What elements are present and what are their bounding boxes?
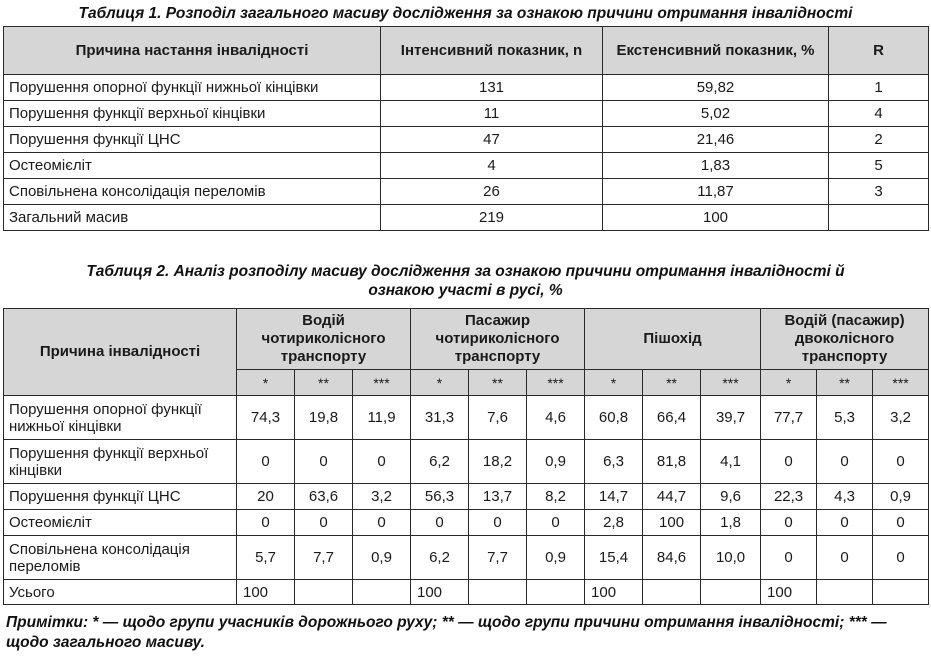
table2-group-header: Пішохід	[585, 309, 761, 370]
cell: 19,8	[295, 396, 353, 440]
cell: 0	[469, 510, 527, 536]
cell	[817, 580, 873, 605]
row-label: Сповільнена консолідація переломів	[4, 179, 381, 205]
cell: 11,87	[603, 179, 829, 205]
subheader: *	[761, 370, 817, 396]
subheader: **	[817, 370, 873, 396]
cell: 3	[829, 179, 929, 205]
cell: 0	[237, 510, 295, 536]
table-row	[4, 396, 929, 440]
cell: 77,7	[761, 396, 817, 440]
cell: 0,9	[353, 536, 411, 580]
cell: 47	[381, 127, 603, 153]
table2-group-header: Пасажир чотириколісного транспорту	[411, 309, 585, 370]
subheader: ***	[701, 370, 761, 396]
cell: 0	[817, 510, 873, 536]
cell: 6,2	[411, 440, 469, 484]
table2-caption: Таблиця 2. Аналіз розподілу масиву дослідження за ознакою причини отримання інвалідності й ознакою участі в русі, %	[86, 263, 845, 299]
subheader: **	[643, 370, 701, 396]
cell: 0	[527, 510, 585, 536]
row-label: Сповільнена консолідація переломів	[4, 536, 237, 580]
table-row	[4, 205, 929, 231]
cell: 6,2	[411, 536, 469, 580]
cell: 21,46	[603, 127, 829, 153]
cell: 11,9	[353, 396, 411, 440]
table1-header-row	[4, 27, 929, 75]
cell: 219	[381, 205, 603, 231]
cell: 26	[381, 179, 603, 205]
cell: 1,83	[603, 153, 829, 179]
cell: 2	[829, 127, 929, 153]
subheader: **	[469, 370, 527, 396]
table-row	[4, 484, 929, 510]
cell: 0,9	[527, 440, 585, 484]
cell: 5,7	[237, 536, 295, 580]
cell: 20	[237, 484, 295, 510]
cell: 3,2	[353, 484, 411, 510]
cell: 0	[873, 536, 929, 580]
table-row	[4, 75, 929, 101]
cell: 15,4	[585, 536, 643, 580]
table-notes: Примітки: * — щодо групи учасників дорожнього руху; ** — щодо групи причини отримання інвалідності; *** — щодо загального масиву.	[6, 614, 887, 651]
cell: 18,2	[469, 440, 527, 484]
row-label: Порушення функції ЦНС	[4, 127, 381, 153]
cell: 5,3	[817, 396, 873, 440]
cell: 0	[761, 510, 817, 536]
cell: 1	[829, 75, 929, 101]
subheader: ***	[353, 370, 411, 396]
cell: 0,9	[527, 536, 585, 580]
row-label: Загальний масив	[4, 205, 381, 231]
cell: 4	[829, 101, 929, 127]
cell: 100	[237, 580, 295, 605]
cell	[469, 580, 527, 605]
cell: 0	[237, 440, 295, 484]
cell: 13,7	[469, 484, 527, 510]
table1-header-rank: R	[829, 27, 929, 75]
cell: 10,0	[701, 536, 761, 580]
cell: 3,2	[873, 396, 929, 440]
cell: 0	[353, 510, 411, 536]
cell: 4,3	[817, 484, 873, 510]
cell: 5,02	[603, 101, 829, 127]
cell: 100	[411, 580, 469, 605]
table2-group-header: Водій чотириколісного транспорту	[237, 309, 411, 370]
table2-group-header-row	[4, 309, 929, 370]
cell: 11	[381, 101, 603, 127]
cell	[295, 580, 353, 605]
subheader: *	[237, 370, 295, 396]
subheader: ***	[527, 370, 585, 396]
cell: 7,6	[469, 396, 527, 440]
cell: 39,7	[701, 396, 761, 440]
cell: 2,8	[585, 510, 643, 536]
subheader: ***	[873, 370, 929, 396]
table1-header-intensive: Інтенсивний показник, n	[381, 27, 603, 75]
cell: 74,3	[237, 396, 295, 440]
cell: 84,6	[643, 536, 701, 580]
cell: 14,7	[585, 484, 643, 510]
cell: 4,6	[527, 396, 585, 440]
table-row	[4, 536, 929, 580]
cell	[643, 580, 701, 605]
row-label: Усього	[4, 580, 237, 605]
table2-group-header: Водій (пасажир) двоколісного транспорту	[761, 309, 929, 370]
cell: 60,8	[585, 396, 643, 440]
cell: 0	[295, 440, 353, 484]
cell: 4	[381, 153, 603, 179]
cell	[873, 580, 929, 605]
row-label: Порушення функції ЦНС	[4, 484, 237, 510]
table-row	[4, 580, 929, 605]
table2-header-cause: Причина інвалідності	[4, 309, 237, 396]
cell: 63,6	[295, 484, 353, 510]
cell: 66,4	[643, 396, 701, 440]
cell: 0	[761, 440, 817, 484]
cell: 56,3	[411, 484, 469, 510]
cell	[701, 580, 761, 605]
table1-header-extensive: Екстенсивний показник, %	[603, 27, 829, 75]
table-row	[4, 153, 929, 179]
row-label: Порушення функції верхньої кінцівки	[4, 101, 381, 127]
cell	[353, 580, 411, 605]
cell	[829, 205, 929, 231]
cell: 7,7	[469, 536, 527, 580]
cell: 0	[353, 440, 411, 484]
cell: 100	[585, 580, 643, 605]
row-label: Порушення функції верхньої кінцівки	[4, 440, 237, 484]
cell: 0	[411, 510, 469, 536]
table1	[3, 26, 929, 231]
cell: 100	[761, 580, 817, 605]
cell: 100	[603, 205, 829, 231]
cell: 131	[381, 75, 603, 101]
cell: 0	[873, 440, 929, 484]
cell: 9,6	[701, 484, 761, 510]
table-row	[4, 510, 929, 536]
row-label: Остеомієліт	[4, 153, 381, 179]
cell	[527, 580, 585, 605]
cell: 0	[817, 536, 873, 580]
table-row	[4, 440, 929, 484]
cell: 1,8	[701, 510, 761, 536]
table1-caption: Таблиця 1. Розподіл загального масиву дослідження за ознакою причини отримання інвалідності	[78, 5, 853, 22]
cell: 22,3	[761, 484, 817, 510]
cell: 6,3	[585, 440, 643, 484]
row-label: Порушення опорної функції нижньої кінцівки	[4, 396, 237, 440]
cell: 5	[829, 153, 929, 179]
subheader: **	[295, 370, 353, 396]
subheader: *	[411, 370, 469, 396]
cell: 81,8	[643, 440, 701, 484]
cell: 7,7	[295, 536, 353, 580]
cell: 59,82	[603, 75, 829, 101]
cell: 8,2	[527, 484, 585, 510]
cell: 0	[817, 440, 873, 484]
table-row	[4, 179, 929, 205]
table-row	[4, 101, 929, 127]
cell: 0	[873, 510, 929, 536]
table1-header-cause: Причина настання інвалідності	[4, 27, 381, 75]
cell: 31,3	[411, 396, 469, 440]
cell: 44,7	[643, 484, 701, 510]
row-label: Остеомієліт	[4, 510, 237, 536]
row-label: Порушення опорної функції нижньої кінцівки	[4, 75, 381, 101]
cell: 100	[643, 510, 701, 536]
cell: 4,1	[701, 440, 761, 484]
table2	[3, 308, 929, 605]
subheader: *	[585, 370, 643, 396]
cell: 0	[761, 536, 817, 580]
cell: 0,9	[873, 484, 929, 510]
cell: 0	[295, 510, 353, 536]
table-row	[4, 127, 929, 153]
